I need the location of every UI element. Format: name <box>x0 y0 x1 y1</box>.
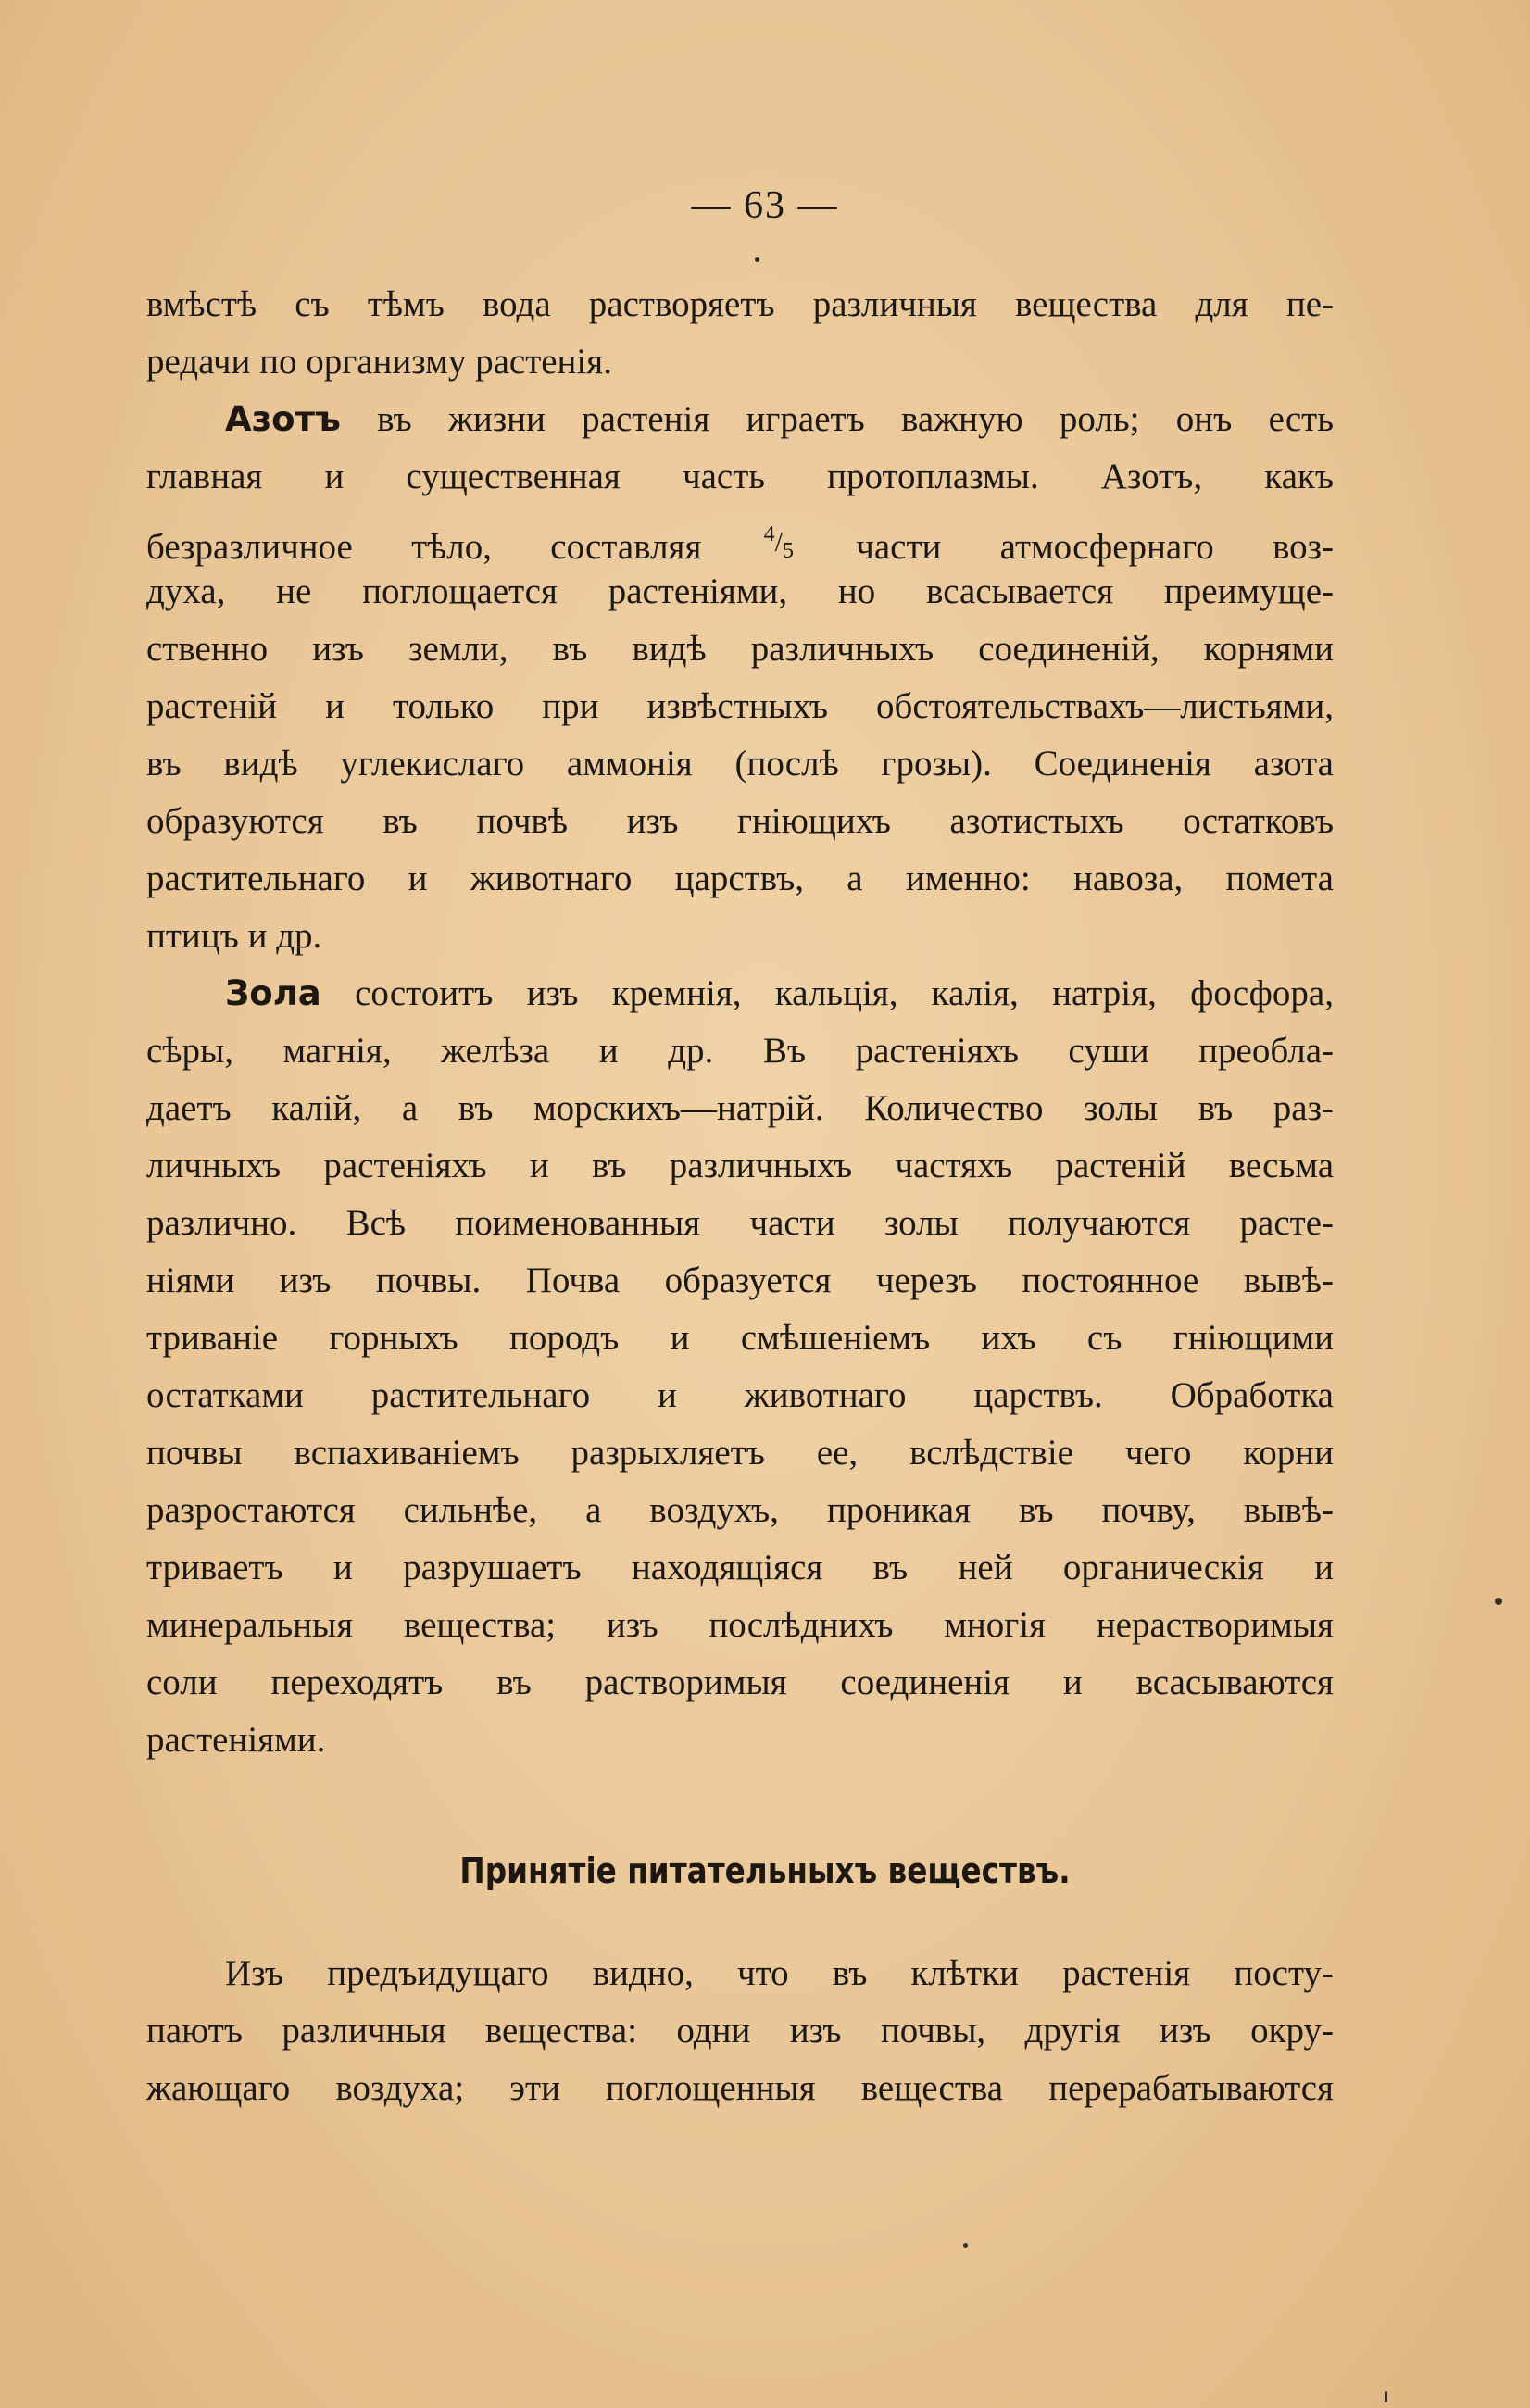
text-line: ніями изъ почвы. Почва образуется черезъ постоянное вывѣ- <box>146 1260 1334 1300</box>
azot-first-line <box>146 391 1334 448</box>
text-span: состоитъ изъ кремнія, кальція, калія, натрія, фосфора, <box>320 973 1334 1013</box>
text-span: части атмосфернаго воз- <box>797 527 1334 567</box>
text-line: триваетъ и разрушаетъ находящіяся въ ней органическія и <box>146 1548 1334 1587</box>
text-line: даетъ калій, а въ морскихъ—натрій. Количество золы въ раз- <box>146 1088 1334 1128</box>
text-line: растеній и только при извѣстныхъ обстоятельствахъ—листьями, <box>146 686 1334 726</box>
text-line: растительнаго и животнаго царствъ, а именно: навоза, помета <box>146 859 1334 898</box>
zola-first-line <box>146 965 1334 1022</box>
page-number: — 63 — <box>691 184 839 227</box>
body-text-bottom <box>146 1945 1334 2117</box>
text-line: птицъ и др. <box>146 916 322 956</box>
text-line: ственно изъ земли, въ видѣ различныхъ соединеній, корнями <box>146 629 1334 669</box>
fraction-denominator: 5 <box>783 539 795 563</box>
text-line: Изъ предъидущаго видно, что въ клѣтки растенія посту- <box>225 1953 1334 1993</box>
ink-speck <box>1385 2391 1387 2402</box>
fraction-numerator: 4 <box>763 522 775 546</box>
zola-lead: Зола <box>225 973 321 1013</box>
azot-fraction-line <box>146 506 1334 567</box>
text-line: редачи по организму растенія. <box>146 342 612 382</box>
text-line: разростаются сильнѣе, а воздухъ, проникая въ почву, вывѣ- <box>146 1490 1334 1530</box>
text-line: остатками растительнаго и животнаго царствъ. Обработка <box>146 1375 1334 1415</box>
text-line: соли переходятъ въ растворимыя соединенія и всасываются <box>146 1662 1334 1702</box>
text-line: въ видѣ углекислаго аммонія (послѣ грозы). Соединенія азота <box>146 744 1334 784</box>
ink-speck <box>1495 1598 1502 1605</box>
section-heading: Принятіе питательныхъ веществъ. <box>459 1850 1071 1891</box>
text-line: сѣры, магнія, желѣза и др. Въ растеніяхъ суши преобла- <box>146 1031 1334 1071</box>
text-line: минеральныя вещества; изъ послѣднихъ многія нерастворимыя <box>146 1605 1334 1645</box>
ink-speck <box>755 257 759 262</box>
text-span: безразличное тѣло, составляя <box>146 527 760 567</box>
azot-lead: Азотъ <box>225 399 341 439</box>
text-line: паютъ различныя вещества: одни изъ почвы, другія изъ окру- <box>146 2011 1334 2051</box>
ink-speck <box>963 2243 968 2248</box>
text-line: растеніями. <box>146 1720 326 1760</box>
text-line: различно. Всѣ поименованныя части золы получаются расте- <box>146 1203 1334 1243</box>
text-line: духа, не поглощается растеніями, но всасывается преимуще- <box>146 571 1334 611</box>
text-line: личныхъ растеніяхъ и въ различныхъ частяхъ растеній весьма <box>146 1146 1334 1185</box>
text-line: образуются въ почвѣ изъ гніющихъ азотистыхъ остатковъ <box>146 801 1334 841</box>
text-line: жающаго воздуха; эти поглощенныя вещества перерабатываются <box>146 2068 1334 2108</box>
text-line: вмѣстѣ съ тѣмъ вода растворяетъ различныя вещества для пе- <box>146 284 1334 324</box>
body-text-top <box>146 276 1334 1769</box>
text-span: въ жизни растенія играетъ важную роль; онъ есть <box>340 399 1334 439</box>
fraction: $^4/_5$ <box>763 522 795 563</box>
text-line: триваніе горныхъ породъ и смѣшеніемъ ихъ съ гніющими <box>146 1318 1334 1358</box>
text-line: главная и существенная часть протоплазмы. Азотъ, какъ <box>146 457 1334 496</box>
text-line: почвы вспахиваніемъ разрыхляетъ ее, вслѣдствіе чего корни <box>146 1433 1334 1473</box>
